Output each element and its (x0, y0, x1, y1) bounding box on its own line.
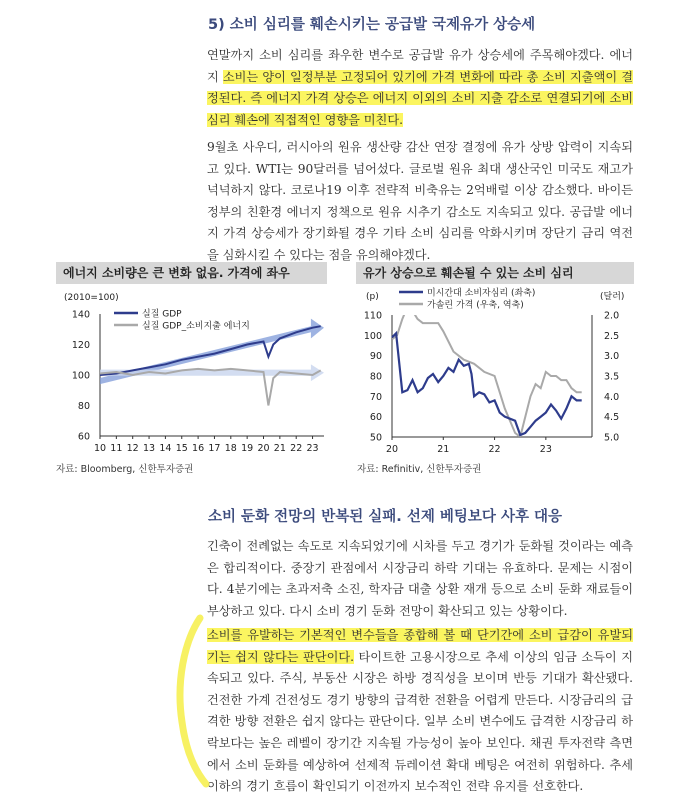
chart-left-y-tick-label: 80 (77, 401, 90, 412)
chart-right-plot (356, 284, 636, 460)
chart-right-left-tick-label: 80 (369, 371, 382, 383)
chart-right-gasoline-line (392, 307, 582, 437)
chart-left-x-tick-label: 21 (273, 443, 286, 454)
chart-left-x-tick-label: 22 (290, 443, 303, 454)
chart-left-legend-label: 실질 GDP (142, 309, 182, 320)
chart-left-header: 에너지 소비량은 큰 변화 없음. 가격에 좌우 (56, 262, 327, 284)
chart-left-x-tick-label: 13 (143, 443, 156, 454)
chart-left-y-tick-label: 120 (71, 340, 90, 351)
section2-title: 소비 둔화 전망의 반복된 실패. 선제 베팅보다 사후 대응 (208, 509, 563, 525)
chart-right-left-tick-label: 50 (369, 432, 382, 444)
chart-right-legend-label: 미시간대 소비자심리 (좌축) (427, 288, 536, 299)
chart-left-x-tick-label: 12 (126, 443, 139, 454)
chart-left-x-tick-label: 19 (241, 443, 254, 454)
section1-highlighted-text: 소비는 양이 일정부분 고정되어 있기에 가격 변화에 따라 총 소비 지출액이 결정된다. 즉 에너지 가격 상승은 에너지 이외의 소비 지출 감소로 연결되기에 소비 심리 훼손에 직접적인 영향을 미친다. (207, 69, 633, 127)
chart-right-right-tick-label: 4.5 (604, 412, 620, 424)
chart-right-right-axis-label: (달러) (600, 292, 625, 302)
chart-left-x-tick-label: 11 (110, 443, 123, 454)
chart-left-x-tick-label: 18 (224, 443, 237, 454)
chart-right-right-tick-label: 3.0 (604, 351, 620, 363)
chart-right-x-tick-label: 20 (385, 444, 399, 455)
chart-right-right-tick-label: 4.0 (604, 391, 620, 403)
chart-right-left-tick-label: 110 (363, 310, 382, 322)
chart-left-x-tick-label: 17 (208, 443, 221, 454)
chart-left-x-tick-label: 15 (175, 443, 188, 454)
chart-right-header: 유가 상승으로 훼손될 수 있는 소비 심리 (356, 262, 634, 284)
chart-right-left-tick-label: 100 (363, 330, 382, 342)
chart-right-x-tick-label: 22 (488, 444, 501, 455)
chart-left-legend-label: 실질 GDP_소비지출 에너지 (142, 321, 250, 332)
section2-paragraph-2 (207, 625, 633, 798)
chart-right-x-tick-label: 21 (437, 444, 450, 455)
chart-right-right-tick-label: 2.5 (604, 330, 620, 342)
chart-right-left-axis-label: (p) (366, 292, 379, 302)
chart-right-legend-label: 가솔린 가격 (우축, 역축) (427, 300, 524, 311)
highlighter-stroke-icon (172, 612, 212, 792)
section1-paragraph-1-text: 연말까지 소비 심리를 좌우한 변수로 공급발 유가 상승세에 주목해야겠다. 에너지 (207, 48, 633, 84)
chart-left-y-tick-label: 140 (71, 309, 90, 321)
chart-left-x-tick-label: 20 (257, 443, 270, 454)
section1-title: 5) 소비 심리를 훼손시키는 공급발 국제유가 상승세 (208, 17, 536, 33)
chart-left-x-tick-label: 16 (192, 443, 205, 454)
chart-right-panel (356, 262, 634, 284)
chart-right-right-tick-label: 2.0 (604, 310, 620, 322)
section2-paragraph-2-text: 타이트한 고용시장으로 추세 이상의 임금 소득이 지속되고 있다. 주식, 부동산 시장은 하방 경직성을 보이며 반등 기대가 확산됐다. 건전한 가계 건전성도 경기 방향의 급격한 전환을 어렵게 만든다. 시장금리의 급격한 방향 전환은 쉽지 않다는 판단이다. 일부 소비 변수에도 급격한 시장금리 하락보다는 높은 레벨이 장기간 지속될 가능성이 높아 보인다. 채권 투자전략 측면에서 소비 둔화를 예상하여 선제적 듀레이션 확대 베팅은 여전히 위험하다. 추세 이하의 경기 흐름이 확인되기 이전까지 보수적인 전략 유지를 선호한다. (207, 649, 633, 794)
chart-right-sentiment-line (392, 333, 582, 435)
chart-right-left-tick-label: 60 (369, 412, 382, 424)
section2-highlighted-text: 소비를 유발하는 기본적인 변수들을 종합해 볼 때 단기간에 소비 급감이 유발되기는 쉽지 않다는 판단이다. (207, 628, 633, 664)
section1-paragraph-1 (207, 45, 633, 131)
chart-left-y-tick-label: 100 (71, 370, 90, 382)
section2-paragraph-1: 긴축이 전례없는 속도로 지속되었기에 시차를 두고 경기가 둔화될 것이라는 예측은 합리적이다. 중장기 관점에서 시장금리 하락 기대는 유효하다. 문제는 시점이다. 4분기에는 초과저축 소진, 학자금 대출 상환 재개 등으로 소비 둔화 재료들이 부상하고 있다. 다시 소비 경기 둔화 전망이 확산되고 있는 상황이다. (207, 539, 633, 618)
chart-left-panel (56, 262, 327, 284)
chart-right-source: 자료: Refinitiv, 신한투자증권 (357, 464, 482, 475)
chart-left-unit-label: (2010=100) (64, 293, 119, 303)
chart-right-right-tick-label: 5.0 (604, 432, 620, 444)
section1-paragraph-2: 9월초 사우디, 러시아의 원유 생산량 감산 연장 결정에 유가 상방 압력이 지속되고 있다. WTI는 90달러를 넘어섰다. 글로벌 원유 최대 생산국인 미국도 재고가 넉넉하지 않다. 코로나19 이후 전략적 비축유는 2억배럴 이상 감소했다. 바이든 정부의 친환경 에너지 정책으로 원유 시추기 감소도 지속되고 있다. 공급발 에너지 가격 상승세가 장기화될 경우 기타 소비 심리를 악화시키며 장단기 금리 역전을 심화시킬 수 있다는 점을 유의해야겠다. (207, 140, 633, 262)
chart-right-x-tick-label: 23 (539, 444, 552, 455)
chart-right-left-tick-label: 90 (369, 351, 382, 363)
chart-left-x-tick-label: 23 (306, 443, 319, 454)
chart-left-plot (56, 284, 334, 460)
chart-right-left-tick-label: 70 (369, 391, 382, 403)
chart-left-x-tick-label: 14 (159, 443, 172, 454)
chart-left-source: 자료: Bloomberg, 신한투자증권 (56, 464, 194, 475)
chart-left-x-tick-label: 10 (93, 443, 107, 454)
chart-left-y-tick-label: 60 (77, 431, 90, 443)
chart-right-right-tick-label: 3.5 (604, 371, 620, 383)
